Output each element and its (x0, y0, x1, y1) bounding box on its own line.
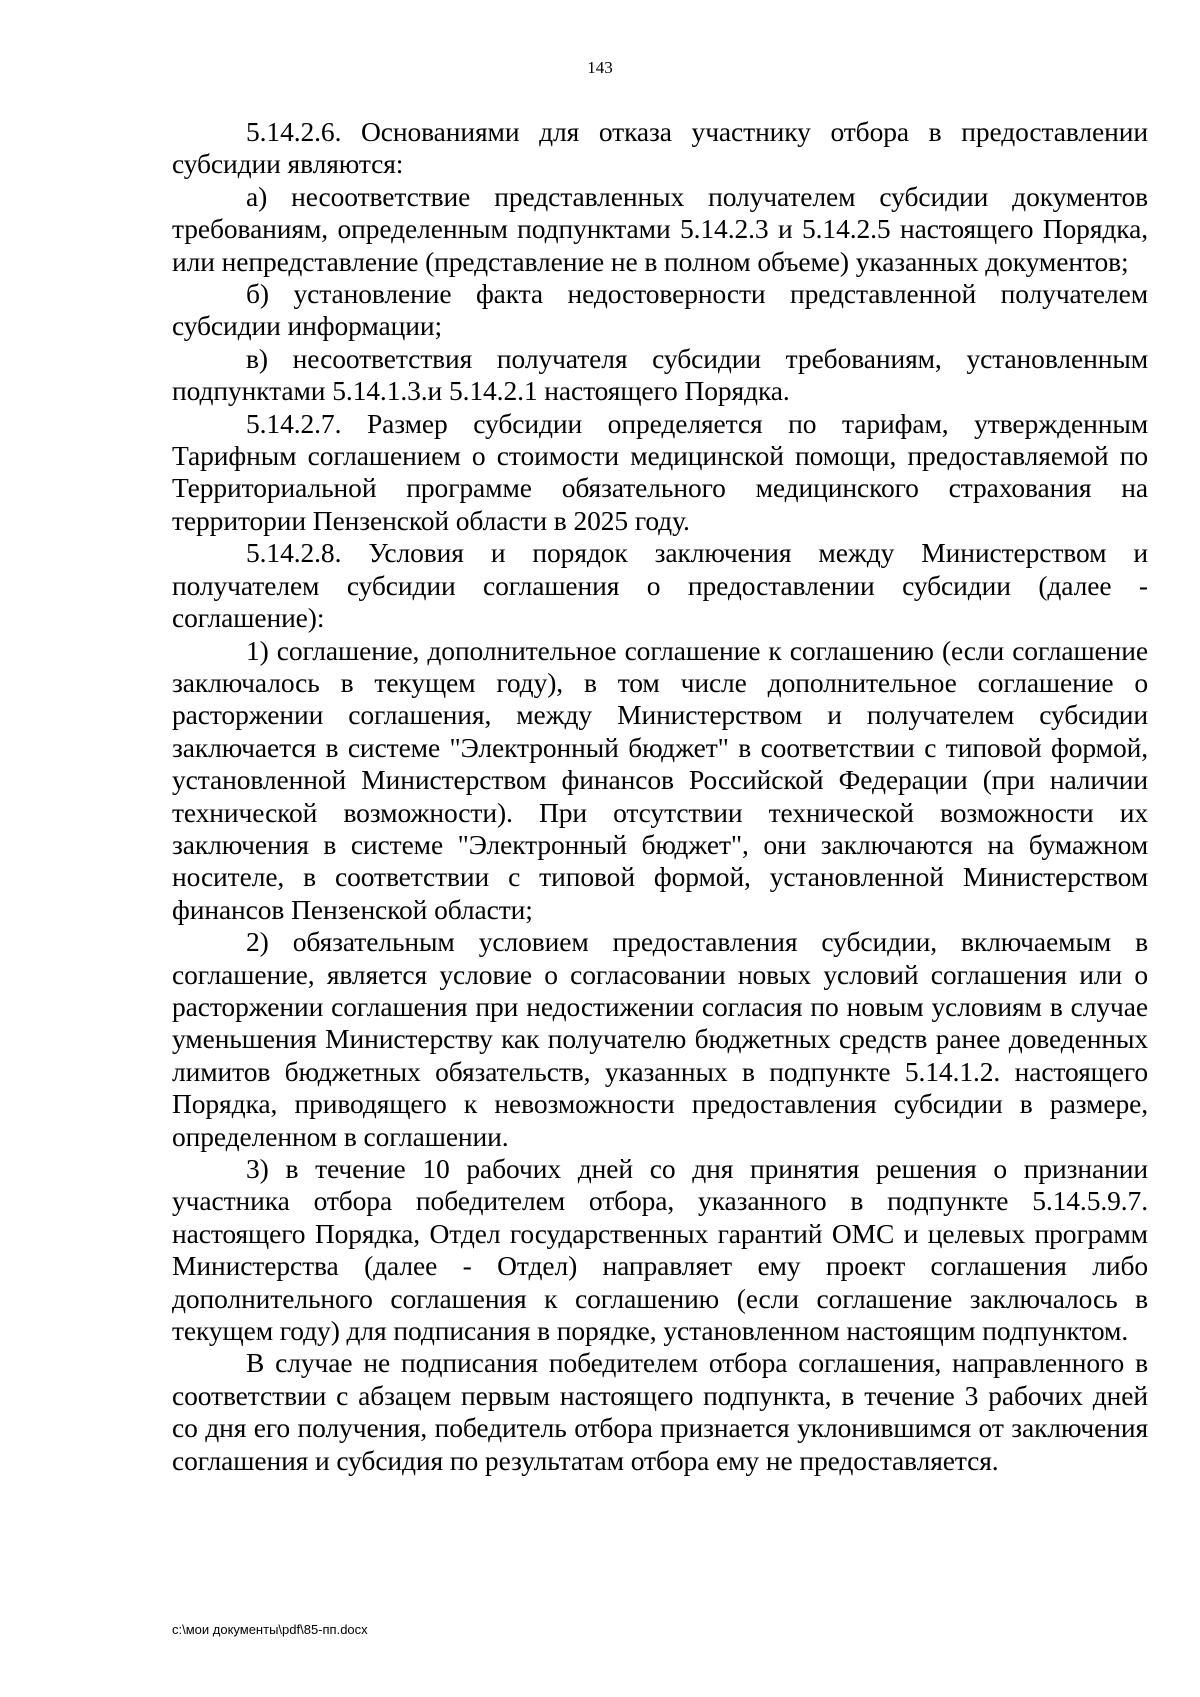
paragraph-item-3: 3) в течение 10 рабочих дней со дня принятия решения о признании участника отбора победителем отбора, указанного в подпункте 5.14.5.9.7. настоящего Порядка, Отдел государственных гарантий ОМС и целевых программ Министерства (далее - Отдел) направляет ему проект соглашения либо дополнительного соглашения к соглашению (если соглашение заключалось в текущем году) для подписания в порядке, установленном настоящим подпунктом. (172, 1153, 1148, 1347)
paragraph-5-14-2-8: 5.14.2.8. Условия и порядок заключения между Министерством и получателем субсидии соглашения о предоставлении субсидии (далее - соглашение): (172, 537, 1148, 634)
paragraph-item-2: 2) обязательным условием предоставления субсидии, включаемым в соглашение, является условие о согласовании новых условий соглашения или о расторжении соглашения при недостижении согласия по новым условиям в случае уменьшения Министерству как получателю бюджетных средств ранее доведенных лимитов бюджетных обязательств, указанных в подпункте 5.14.1.2. настоящего Порядка, приводящего к невозможности предоставления субсидии в размере, определенном в соглашении. (172, 926, 1148, 1152)
paragraph-item-1: 1) соглашение, дополнительное соглашение к соглашению (если соглашение заключалось в текущем году), в том числе дополнительное соглашение о расторжении соглашения, между Министерством и получателем субсидии заключается в системе "Электронный бюджет" в соответствии с типовой формой, установленной Министерством финансов Российской Федерации (при наличии технической возможности). При отсутствии технической возможности их заключения в системе "Электронный бюджет", они заключаются на бумажном носителе, в соответствии с типовой формой, установленной Министерством финансов Пензенской области; (172, 634, 1148, 925)
document-body (172, 116, 1148, 1477)
paragraph-refusal-case: В случае не подписания победителем отбора соглашения, направленного в соответствии с абзацем первым настоящего подпункта, в течение 3 рабочих дней со дня его получения, победитель отбора признается уклонившимся от заключения соглашения и субсидия по результатам отбора ему не предоставляется. (172, 1347, 1148, 1476)
paragraph-item-b: б) установление факта недостоверности представленной получателем субсидии информации; (172, 278, 1148, 342)
paragraph-item-a: а) несоответствие представленных получателем субсидии документов требованиям, определенным подпунктами 5.14.2.3 и 5.14.2.5 настоящего Порядка, или непредставление (представление не в полном объеме) указанных документов; (172, 180, 1148, 277)
footer-file-path: c:\мои документы\pdf\85-пп.docx (172, 1622, 368, 1637)
paragraph-5-14-2-7: 5.14.2.7. Размер субсидии определяется по тарифам, утвержденным Тарифным соглашением о стоимости медицинской помощи, предоставляемой по Территориальной программе обязательного медицинского страхования на территории Пензенской области в 2025 году. (172, 407, 1148, 536)
paragraph-item-v: в) несоответствия получателя субсидии требованиям, установленным подпунктами 5.14.1.3.и 5.14.2.1 настоящего Порядка. (172, 342, 1148, 407)
paragraph-5-14-2-6: 5.14.2.6. Основаниями для отказа участнику отбора в предоставлении субсидии являются: (172, 116, 1148, 180)
page-number: 143 (587, 58, 613, 77)
